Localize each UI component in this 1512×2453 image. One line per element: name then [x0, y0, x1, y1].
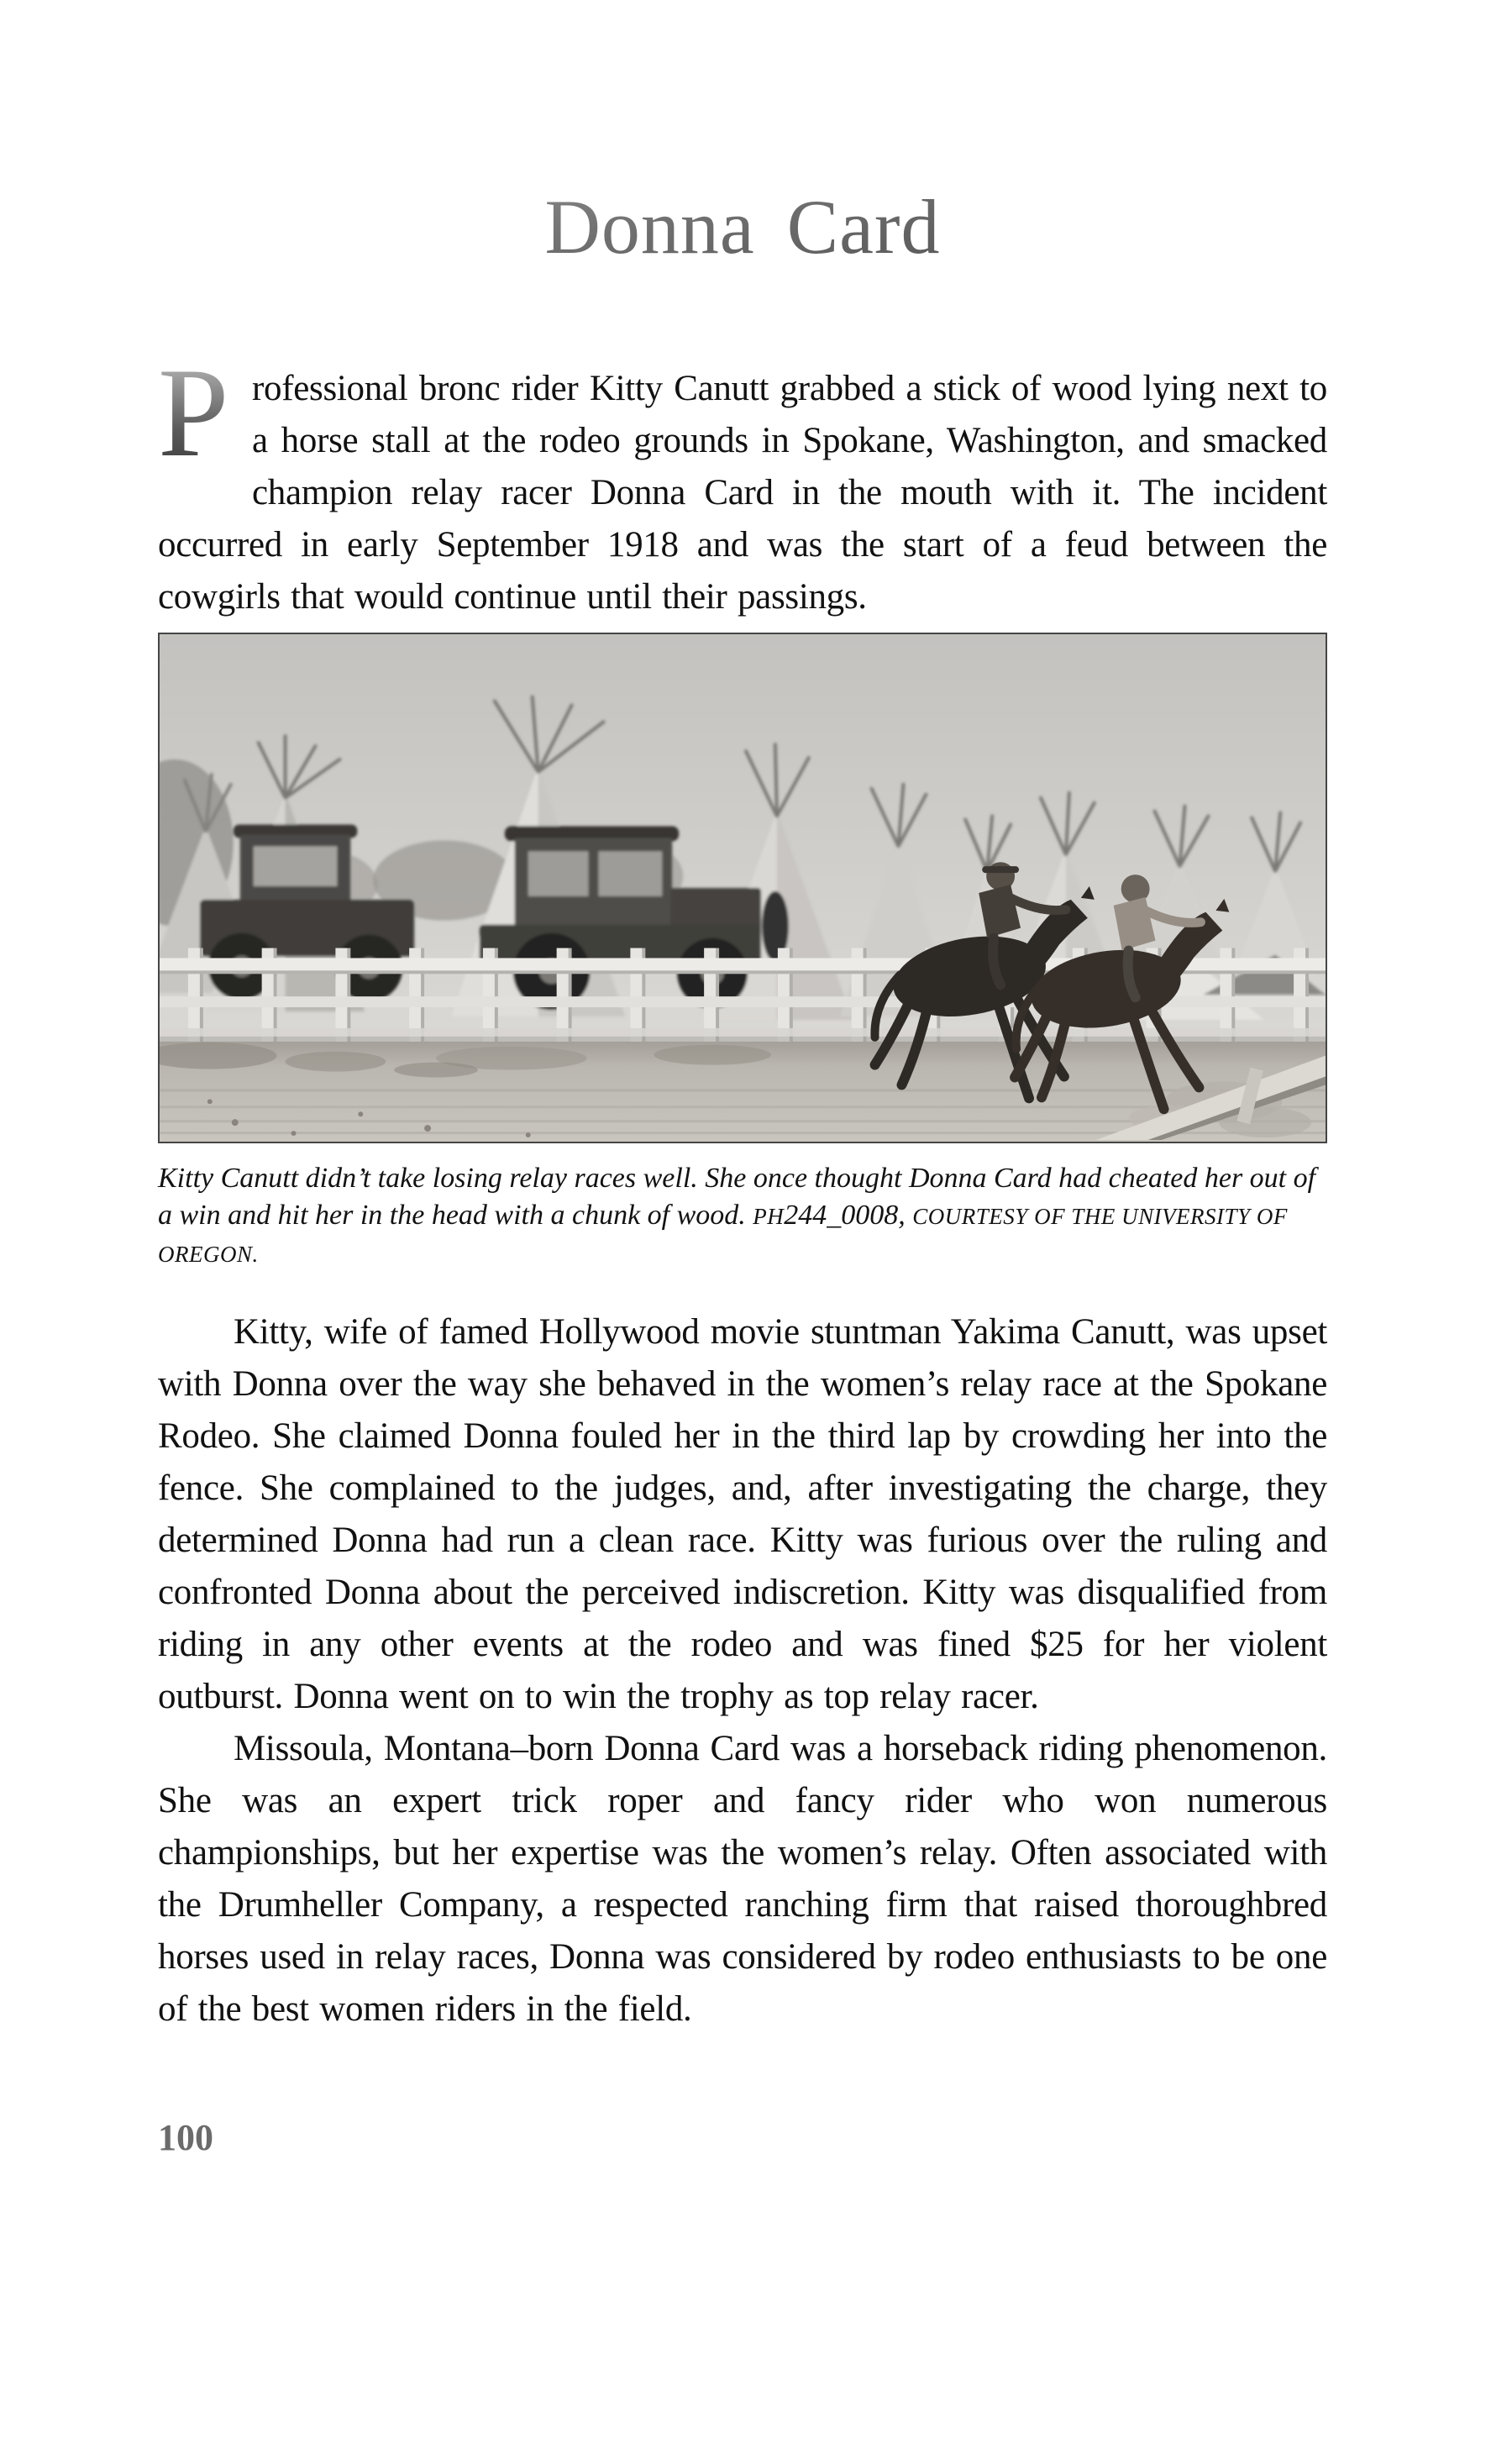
page-number: 100	[158, 2117, 213, 2158]
paragraph-1	[158, 342, 1327, 623]
photo-caption	[158, 1160, 1327, 1273]
paragraph-3: Missoula, Montana–born Donna Card was a horseback riding phenomenon. She was an expert trick roper and fancy rider who won numerous championships, but her expertise was the women’s relay. Often associated with the Drumheller Company, a respected ranching firm that raised thoroughbred horses used in relay races, Donna was considered by rodeo enthusiasts to be one of the best women riders in the field.	[158, 1729, 1327, 2029]
photo	[158, 633, 1327, 1143]
book-page	[158, 185, 1327, 2159]
caption-text: Kitty Canutt didn’t take losing relay races well. She once thought Donna Card had cheated her out of a win and hit her in the head with a chunk of wood.	[158, 1163, 1316, 1231]
photo-figure	[158, 633, 1327, 1273]
rodeo-photo-illustration	[160, 634, 1326, 1142]
paragraph-2: Kitty, wife of famed Hollywood movie stuntman Yakima Canutt, was upset with Donna over the way she behaved in the women’s relay race at the Spokane Rodeo. She claimed Donna fouled her in the third lap by crowding her into the fence. She complained to the judges, and, after investigating the charge, they determined Donna had run a clean race. Kitty was furious over the ruling and confronted Donna about the perceived indiscretion. Kitty was disqualified from riding in any other events at the rodeo and was fined $25 for her violent outburst. Donna went on to win the trophy as top relay racer.	[158, 1312, 1327, 1716]
caption-credit-source: COURTESY OF THE UNIVERSITY OF OREGON.	[158, 1204, 1288, 1267]
drop-cap: P	[158, 367, 237, 471]
caption-credit-number: 244_0008,	[784, 1200, 913, 1231]
paragraph-1-text: rofessional bronc rider Kitty Canutt grabbed a stick of wood lying next to a horse stall at the rodeo grounds in Spokane, Washington, and smacked champion relay racer Donna Card in the mouth with it. The incident occurred in early September 1918 and was the start of a feud between the cowgirls that would continue until their passings.	[158, 369, 1327, 617]
caption-credit-prefix: PH	[753, 1204, 785, 1229]
chapter-title: Donna Card	[158, 185, 1327, 269]
